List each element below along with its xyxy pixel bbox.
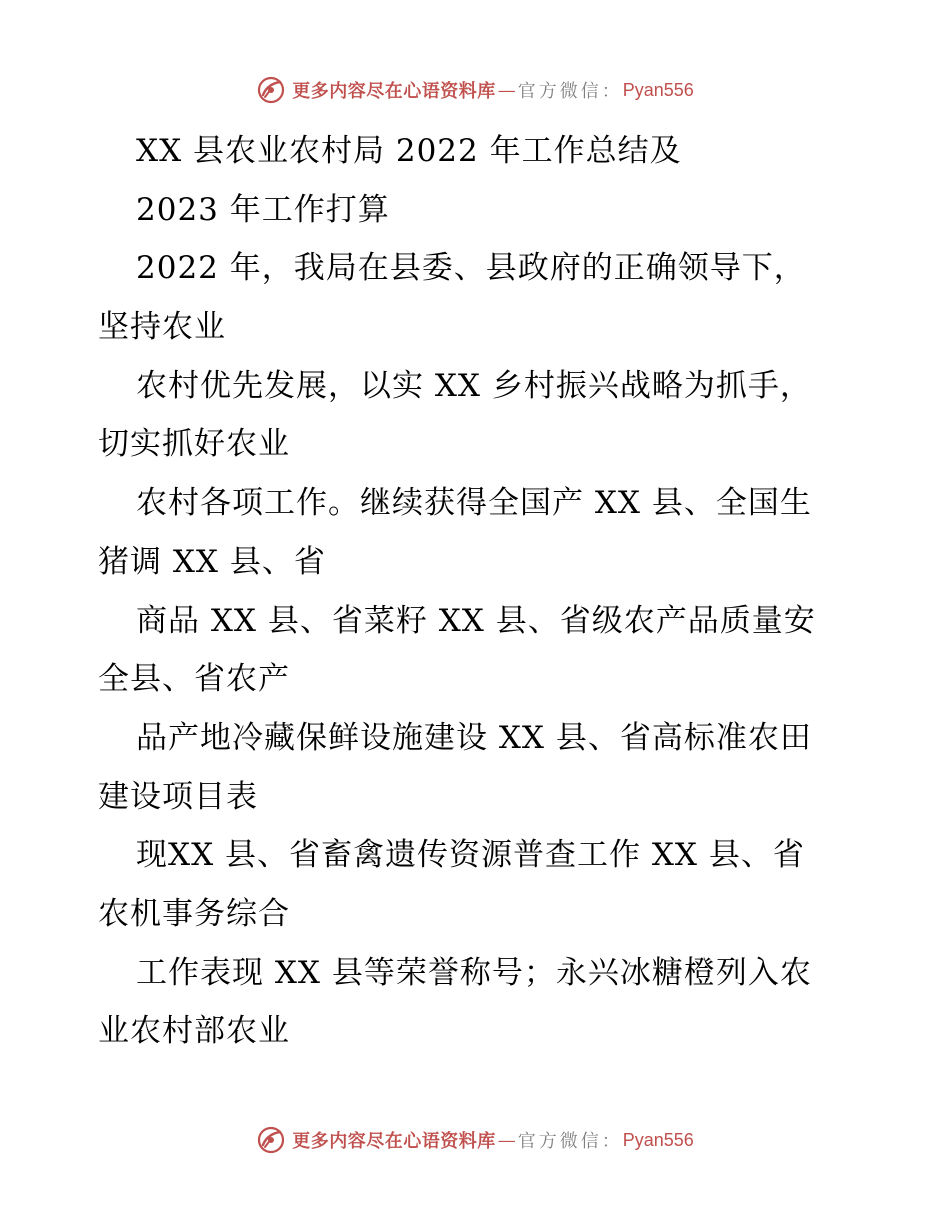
watermark-text: 更多内容尽在心语资料库 [292,1131,496,1152]
watermark-footer [0,1120,950,1160]
document-title-line-2: 2023 年工作打算 [136,191,390,228]
paragraph-line: 切实抓好农业 [98,426,290,463]
paragraph-line: 2022 年，我局在县委、县政府的正确领导下， [136,250,806,287]
document-title-line-1: XX 县农业农村局 2022 年工作总结及 [136,133,682,169]
paragraph-line: 猪调 XX 县、省 [98,543,326,580]
brand-logo-icon [256,1125,286,1155]
paragraph-line: 商品 XX 县、省菜籽 XX 县、省级农产品质量安 [136,602,816,639]
paragraph-line: 农机事务综合 [98,895,290,932]
paragraph-line: 品产地冷藏保鲜设施建设 XX 县、省高标准农田 [136,719,812,756]
paragraph-line: 业农村部农业 [98,1013,290,1050]
paragraph-line: 现XX 县、省畜禽遗传资源普查工作 XX 县、省 [136,837,805,874]
paragraph-line: 农村优先发展，以实 XX 乡村振兴战略为抓手， [136,367,812,404]
document-body [98,122,858,1061]
watermark-official-label: 官方微信： [517,81,623,102]
brand-logo-icon [256,75,286,105]
paragraph-line: 坚持农业 [98,309,226,346]
paragraph-line: 工作表现 XX 县等荣誉称号；永兴冰糖橙列入农 [136,954,812,991]
watermark-dash: — [497,1129,516,1151]
watermark-wechat-id: Pyan556 [622,1129,694,1150]
watermark-header [0,70,950,110]
watermark-wechat-id: Pyan556 [622,79,694,100]
paragraph-line: 农村各项工作。继续获得全国产 XX 县、全国生 [136,485,812,522]
watermark-dash: — [497,79,516,101]
paragraph-line: 建设项目表 [98,778,258,815]
paragraph-line: 全县、省农产 [98,661,290,698]
watermark-text: 更多内容尽在心语资料库 [292,81,496,102]
watermark-official-label: 官方微信： [517,1131,623,1152]
